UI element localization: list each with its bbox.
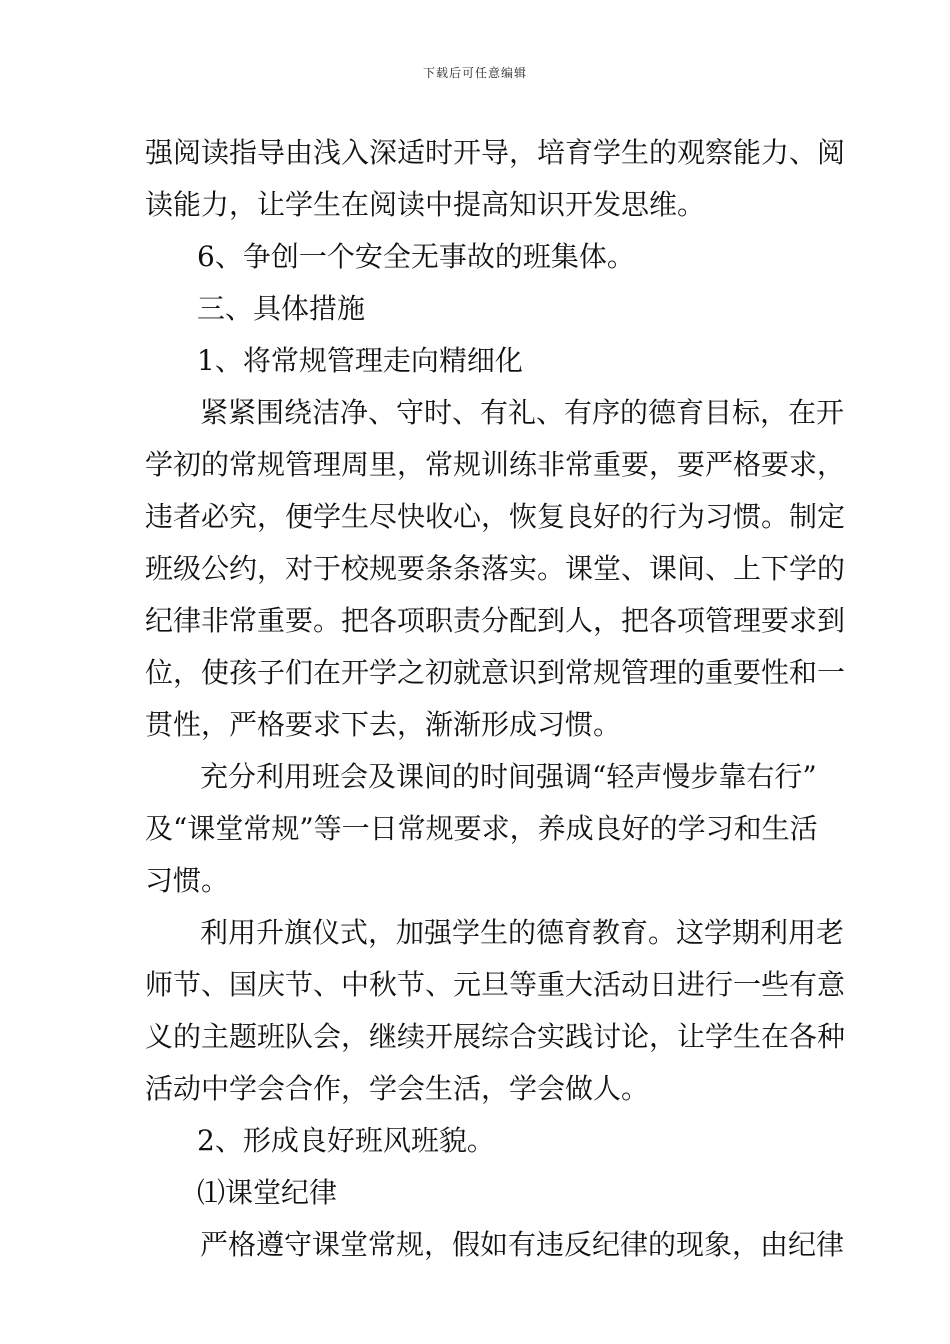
text-line: 利用升旗仪式，加强学生的德育教育。这学期利用老 <box>200 916 845 949</box>
section-heading: 三、具体措施 <box>197 292 366 325</box>
text-line: 强阅读指导由浅入深适时开导，培育学生的观察能力、阅 <box>145 136 846 169</box>
subsection-heading: 2、形成良好班风班貌。 <box>197 1124 495 1157</box>
text-line: 读能力，让学生在阅读中提高知识开发思维。 <box>145 188 706 221</box>
text-line: 充分利用班会及课间的时间强调“轻声慢步靠右行” <box>200 760 817 793</box>
document-body <box>145 127 846 1271</box>
text-line: 严格遵守课堂常规，假如有违反纪律的现象，由纪律 <box>200 1228 845 1261</box>
text-line: 习惯。 <box>145 864 230 897</box>
subsection-heading: 1、将常规管理走向精细化 <box>197 344 523 377</box>
text-line: 义的主题班队会，继续开展综合实践讨论，让学生在各种 <box>145 1020 846 1053</box>
text-line: 6、争创一个安全无事故的班集体。 <box>197 240 635 273</box>
page-header: 下载后可任意编辑 <box>422 66 527 80</box>
text-line: 及“课堂常规”等一日常规要求，养成良好的学习和生活 <box>145 812 818 845</box>
text-line: 活动中学会合作，学会生活，学会做人。 <box>145 1072 650 1105</box>
subsection-heading: ⑴课堂纪律 <box>197 1176 338 1209</box>
text-line: 紧紧围绕洁净、守时、有礼、有序的德育目标，在开 <box>200 396 845 429</box>
text-line: 学初的常规管理周里，常规训练非常重要，要严格要求， <box>145 448 846 481</box>
text-line: 贯性，严格要求下去，渐渐形成习惯。 <box>145 708 622 741</box>
text-line: 纪律非常重要。把各项职责分配到人，把各项管理要求到 <box>145 604 846 637</box>
text-line: 违者必究，便学生尽快收心，恢复良好的行为习惯。制定 <box>145 500 846 533</box>
text-line: 师节、国庆节、中秋节、元旦等重大活动日进行一些有意 <box>145 968 846 1001</box>
text-line: 班级公约，对于校规要条条落实。课堂、课间、上下学的 <box>145 552 846 585</box>
text-line: 位，使孩子们在开学之初就意识到常规管理的重要性和一 <box>145 656 846 689</box>
